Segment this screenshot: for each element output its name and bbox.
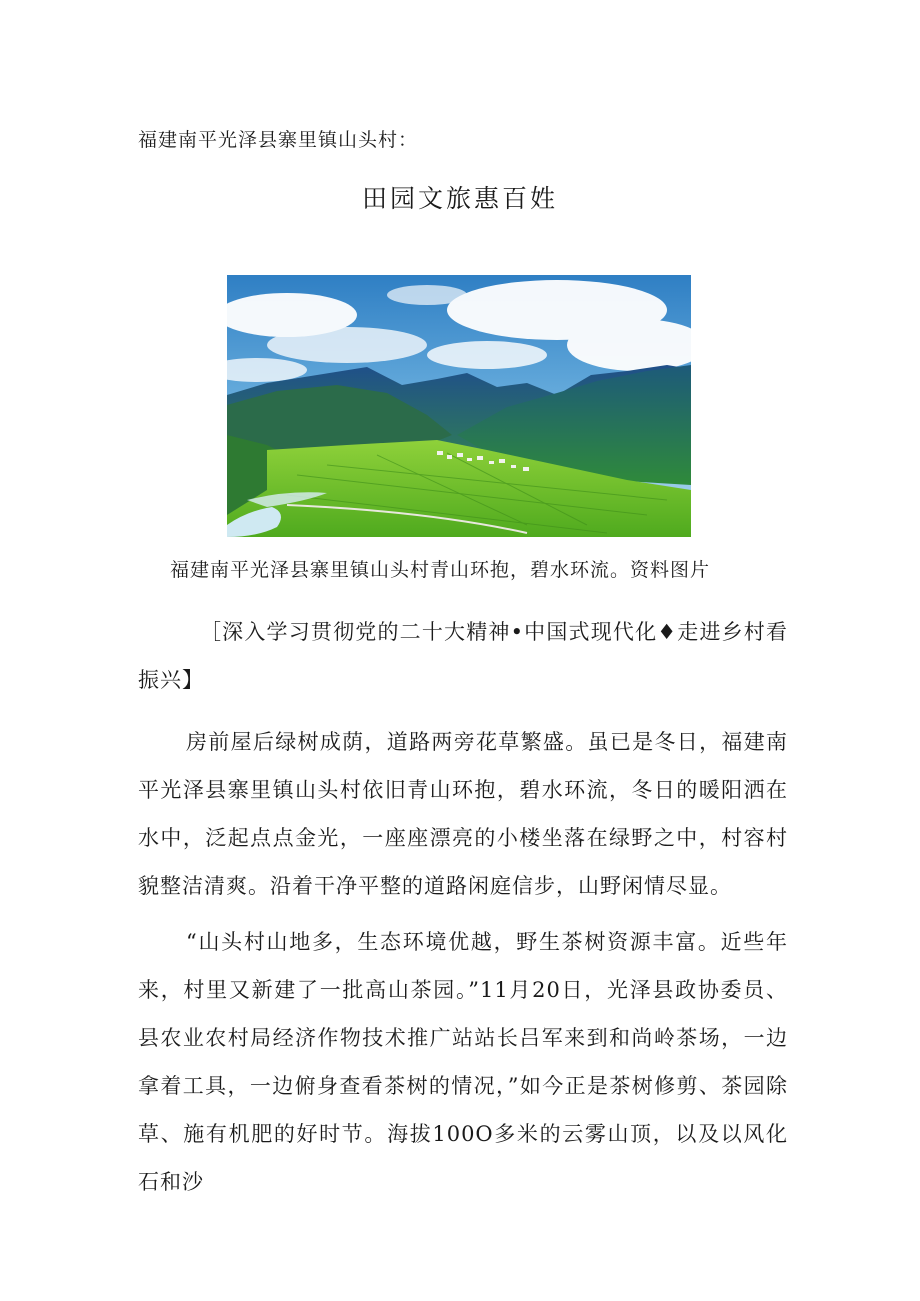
body-paragraph: “山头村山地多，生态环境优越，野生茶树资源丰富。近些年来，村里又新建了一批高山茶园。”11月20日，光泽县政协委员、县农业农村局经济作物技术推广站站长吕军来到和尚岭茶场，一边拿着工具，一边俯身查看茶树的情况，”如今正是茶树修剪、茶园除草、施有机肥的好时节。海拔100O多米的云雾山顶，以及以风化石和沙 [138, 930, 788, 1194]
article-headline: 田园文旅惠百姓 [361, 184, 558, 213]
body-paragraph: 房前屋后绿树成荫，道路两旁花草繁盛。虽已是冬日，福建南平光泽县寨里镇山头村依旧青山环抱，碧水环流，冬日的暖阳洒在水中，泛起点点金光，一座座漂亮的小楼坐落在绿野之中，村容村貌整洁清爽。沿着干净平整的道路闲庭信步，山野闲情尽显。 [138, 730, 788, 898]
photo-caption: 福建南平光泽县寨里镇山头村青山环抱，碧水环流。资料图片 [170, 559, 711, 581]
series-tag: ［深入学习贯彻党的二十大精神•中国式现代化♦走进乡村看振兴】 [138, 620, 788, 692]
article-kicker: 福建南平光泽县寨里镇山头村： [138, 129, 419, 151]
mountain-valley-village-photo [227, 275, 691, 537]
